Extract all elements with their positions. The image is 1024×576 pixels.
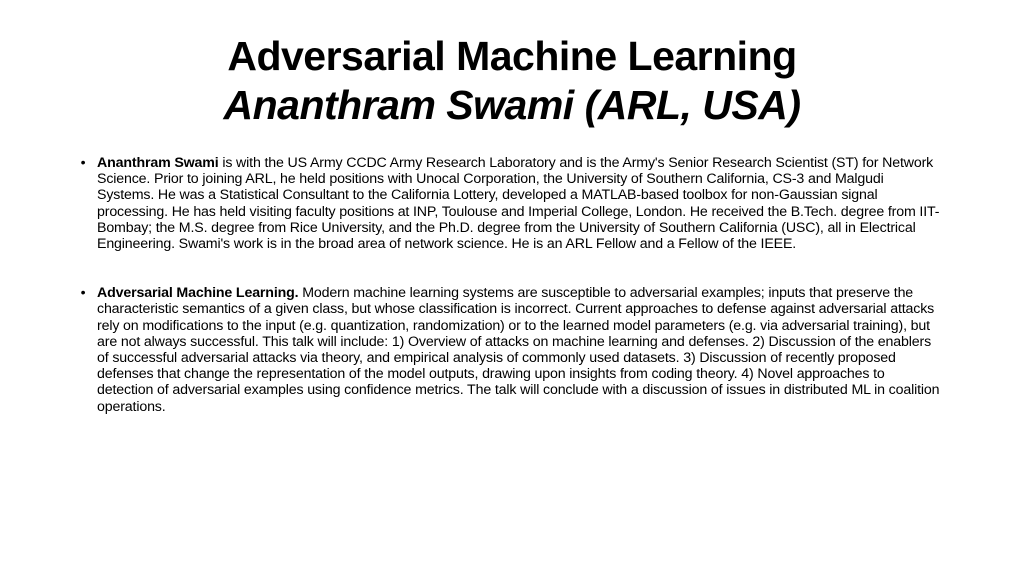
bullet-speaker-bio [76,155,944,252]
bullet-talk-abstract [76,285,944,415]
bullet-icon: • [80,285,86,302]
title-main: Adversarial Machine Learning [227,33,797,79]
bullet-lead-text: Ananthram Swami [97,155,219,171]
title-speaker: Ananthram Swami (ARL, USA) [223,82,801,128]
bullet-icon: • [80,155,86,171]
bullet-body-text: is with the US Army CCDC Army Research Laboratory and is the Army's Senior Research Scientist (ST) for Network Science. Prior to joining ARL, he held positions with Unocal Corporation, the University of Southern California, CS-3 and Malgudi Systems. He was a Statistical Consultant to the California Lottery, developed a MATLAB-based toolbox for non-Gaussian signal processing. He has held visiting faculty positions at INP, Toulouse and Imperial College, London. He received the B.Tech. degree from IIT-Bombay; the M.S. degree from Rice University, and the Ph.D. degree from the University of Southern California (USC), all in Electrical Engineering. Swami's work is in the broad area of network science. He is an ARL Fellow and a Fellow of the IEEE. [97,155,940,253]
slide-title [0,32,1024,130]
bullet-body-text: Modern machine learning systems are susceptible to adversarial examples; inputs that preserve the characteristic semantics of a given class, but whose classification is incorrect. Current approaches to defense against adversarial attacks rely on modifications to the input (e.g. quantization, randomization) or to the learned model parameters (e.g. via adversarial training), but are not always successful. This talk will include: 1) Overview of attacks on machine learning and defenses. 2) Discussion of the enablers of successful adversarial attacks via theory, and empirical analysis of commonly used datasets. 3) Discussion of recently proposed defenses that change the representation of the model outputs, drawing upon insights from coding theory. 4) Novel approaches to detection of adversarial examples using confidence metrics. The talk will conclude with a discussion of issues in distributed ML in coalition operations. [97,285,940,415]
bullet-list [76,155,944,415]
bullet-lead-text: Adversarial Machine Learning. [97,285,299,302]
